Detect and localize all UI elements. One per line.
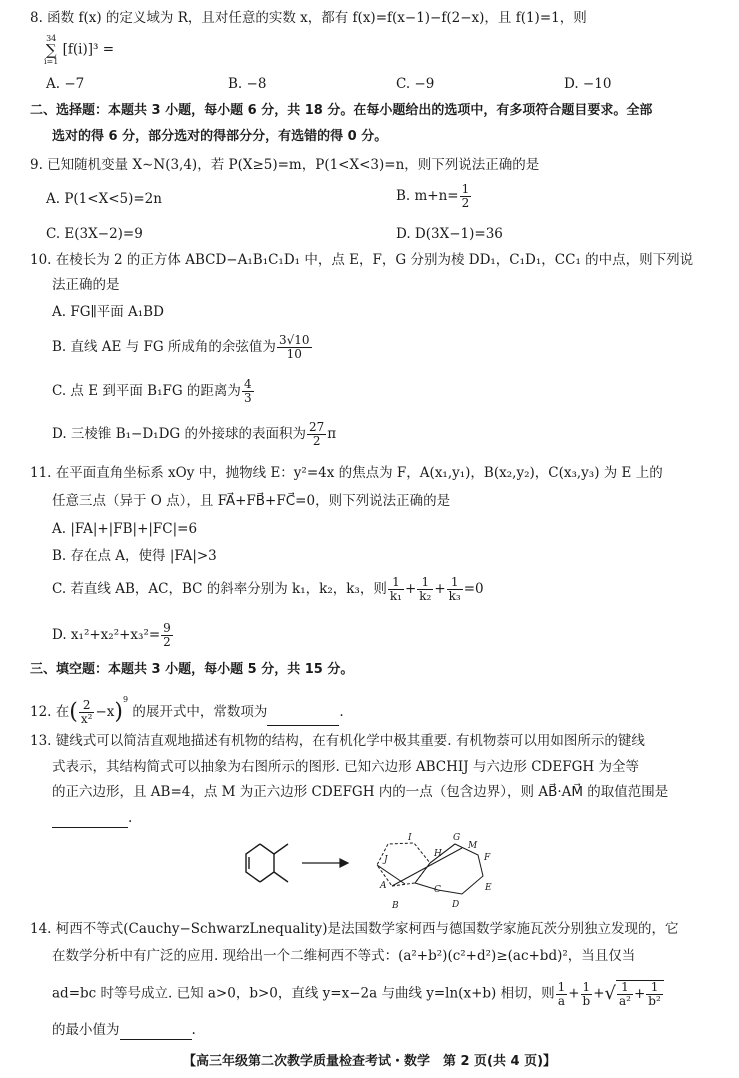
q11-option-c-fraction-1: $\frac{1}{\text{k₁}}$ (389, 575, 402, 603)
q10-option-c-text: C. 点 E 到平面 B₁FG 的距离为 (52, 383, 241, 399)
q11-option-d[interactable] (52, 622, 174, 649)
naphthalene-structure-icon (246, 844, 288, 882)
q9-option-b[interactable] (396, 183, 472, 210)
q10-stem-line1: 10. 在棱长为 2 的正方体 ABCD−A₁B₁C₁D₁ 中，点 E，F，G 分别为棱 DD₁，C₁D₁，CC₁ 的中点，则下列说 (30, 252, 694, 268)
label-a: A (380, 881, 387, 891)
q9-option-c[interactable]: C. E(3X−2)=9 (46, 226, 143, 242)
q12-suffix: 的展开式中，常数项为 (132, 704, 268, 720)
q12-end: . (339, 704, 344, 720)
label-j: J (384, 855, 388, 865)
q10-option-a[interactable]: A. FG∥平面 A₁BD (52, 304, 164, 320)
q14-fraction-b: $\frac{1}{b}$ (582, 979, 591, 1008)
q10-option-d-text: D. 三棱锥 B₁−D₁DG 的外接球的表面积为 (52, 426, 306, 442)
q10-stem-line2: 法正确的是 (52, 277, 120, 293)
q11-option-c[interactable]: C. 若直线 AB，AC，BC 的斜率分别为 k₁，k₂，k₃，则 $\frac{1}{\text{k₁}}$ + $\frac{1}{\text{k₂}}$ + $\frac{1}{\text{k₃}}$ =0 (52, 575, 484, 603)
q14-fraction-b-squared: $\frac{1}{\text{b²}}$ (648, 980, 661, 1008)
label-c: C (434, 885, 441, 895)
sum-body: [f(i)]³ = (62, 41, 115, 58)
label-h: H (434, 849, 442, 859)
q12-stem (30, 690, 344, 726)
q9-option-b-text: B. m+n= (396, 188, 459, 204)
q14-line4-text: 的最小值为 (52, 1022, 120, 1038)
q12-fraction: $\frac{2}{\text{x²}}$ (80, 698, 93, 726)
label-m: M (468, 841, 478, 851)
q10-option-d-suffix: π (327, 426, 337, 442)
q14-stem-line4 (52, 1020, 196, 1040)
q14-fraction-a: $\frac{1}{a}$ (557, 979, 566, 1008)
label-g: G (453, 833, 461, 843)
q10-option-d-fraction: $\frac{27}{2}$ (309, 420, 325, 448)
q12-exponent: 9 (122, 695, 129, 704)
q11-option-a[interactable]: A. |FA|+|FB|+|FC|=6 (52, 521, 198, 537)
q8-stem: 8. 函数 f(x) 的定义域为 R，且对任意的实数 x，都有 f(x)=f(x−1)−f(2−x)，且 f(1)=1，则 (30, 10, 587, 26)
q10-option-c-fraction: $\frac{4}{3}$ (243, 377, 252, 405)
label-i: I (408, 833, 412, 843)
section2-instructions-line2: 选对的得 6 分，部分选对的得部分分，有选错的得 0 分。 (52, 129, 388, 144)
q13-figure (240, 828, 500, 912)
q10-option-b-fraction: $\frac{3√10}{10}$ (278, 333, 310, 361)
q14-radicand: $\frac{1}{\text{a²}}$ + $\frac{1}{\text{b²}}$ (616, 980, 664, 1008)
q14-answer-blank[interactable] (120, 1039, 192, 1040)
section2-instructions-line1: 二、选择题：本题共 3 小题，每小题 6 分，共 18 分。在每小题给出的选项中，有多项符合题目要求。全部 (30, 103, 653, 118)
right-paren-icon: ) (114, 699, 123, 725)
q9-option-d[interactable]: D. D(3X−1)=36 (396, 226, 503, 242)
page-footer: 【高三年级第二次教学质量检查考试・数学 第 2 页(共 4 页)】 (182, 1054, 557, 1069)
section3-title: 三、填空题：本题共 3 小题，每小题 5 分，共 15 分。 (30, 662, 354, 677)
q8-option-b[interactable]: B. −8 (228, 76, 267, 92)
sqrt-icon: √ (604, 983, 617, 1004)
q14-line3-text: ad=bc 时等号成立. 已知 a>0，b>0，直线 y=x−2a 与曲线 y=ln(x+b) 相切，则 (52, 985, 555, 1002)
q11-option-c-fraction-2: $\frac{1}{\text{k₂}}$ (419, 575, 432, 603)
q10-option-b[interactable] (52, 334, 313, 361)
left-paren-icon: ( (69, 699, 78, 725)
label-b: B (392, 901, 399, 911)
sum-lower-limit: i=1 (44, 57, 59, 66)
q10-option-d[interactable] (52, 421, 336, 448)
q11-stem-line1: 11. 在平面直角坐标系 xOy 中，抛物线 E：y²=4x 的焦点为 F，A(x₁,y₁)，B(x₂,y₂)，C(x₃,y₃) 为 E 上的 (30, 465, 663, 481)
q14-fraction-a-squared: $\frac{1}{\text{a²}}$ (619, 980, 631, 1008)
q13-end: . (128, 810, 133, 826)
sum-upper-limit: 34 (46, 34, 57, 43)
q11-option-d-text: D. x₁²+x₂²+x₃²= (52, 627, 161, 643)
q14-stem-line1: 14. 柯西不等式(Cauchy−SchwarzLnequality)是法国数学家柯西与德国数学家施瓦茨分别独立发现的，它 (30, 921, 679, 937)
q13-stem-line3: 的正六边形，且 AB=4，点 M 为正六边形 CDEFGH 内的一点（包含边界），则 AB⃗·AM⃗ 的取值范围是 (52, 784, 669, 800)
q12-answer-blank[interactable] (267, 725, 339, 726)
q13-stem-line2: 式表示，其结构简式可以抽象为右图所示的图形. 已知六边形 ABCHIJ 与六边形 CDEFGH 为全等 (52, 759, 639, 775)
q11-option-c-suffix: =0 (463, 581, 484, 597)
q11-option-c-text: C. 若直线 AB，AC，BC 的斜率分别为 k₁，k₂，k₃，则 (52, 581, 387, 597)
q9-stem: 9. 已知随机变量 X∼N(3,4)，若 P(X≥5)=m，P(1<X<3)=n，则下列说法正确的是 (30, 157, 540, 173)
q14-stem-line2: 在数学分析中有广泛的应用. 现给出一个二维柯西不等式：(a²+b²)(c²+d²)≥(ac+bd)²，当且仅当 (52, 948, 636, 964)
q13-answer-line (52, 808, 132, 828)
label-f: F (484, 853, 491, 863)
q9-option-a[interactable]: A. P(1<X<5)=2n (46, 191, 162, 207)
q8-option-c[interactable]: C. −9 (396, 76, 435, 92)
q13-stem-line1: 13. 键线式可以简洁直观地描述有机物的结构，在有机化学中极其重要. 有机物萘可以用如图所示的键线 (30, 733, 645, 749)
q13-answer-blank[interactable] (52, 827, 128, 828)
label-d: D (452, 900, 460, 910)
q10-option-b-text: B. 直线 AE 与 FG 所成角的余弦值为 (52, 339, 276, 355)
q11-option-d-fraction: $\frac{9}{2}$ (163, 621, 171, 649)
q8-sum-expression (44, 34, 114, 66)
q11-option-c-fraction-3: $\frac{1}{\text{k₃}}$ (448, 575, 461, 603)
label-e: E (485, 883, 492, 893)
q10-option-c[interactable] (52, 378, 255, 405)
sigma-icon: ∑ (45, 41, 57, 59)
q9-option-b-fraction: $\frac{1}{2}$ (461, 182, 470, 210)
q8-option-a[interactable]: A. −7 (46, 76, 85, 92)
q11-option-b[interactable]: B. 存在点 A，使得 |FA|>3 (52, 548, 217, 564)
q14-end: . (191, 1022, 196, 1038)
q8-option-d[interactable]: D. −10 (564, 76, 612, 92)
q11-stem-line2: 任意三点（异于 O 点），且 FA⃗+FB⃗+FC⃗=0，则下列说法正确的是 (52, 493, 451, 509)
q12-prefix: 12. 在 (30, 704, 70, 720)
q12-middle: −x (95, 704, 115, 720)
right-arrow-icon (302, 859, 348, 867)
q14-stem-line3: ad=bc 时等号成立. 已知 a>0，b>0，直线 y=x−2a 与曲线 y=ln(x+b) 相切，则 $\frac{1}{a}$ + $\frac{1}{b}$ +√ $\frac{1}{\text{a²}}$ + $\frac{1}{\text{b²}}$ (52, 980, 664, 1008)
